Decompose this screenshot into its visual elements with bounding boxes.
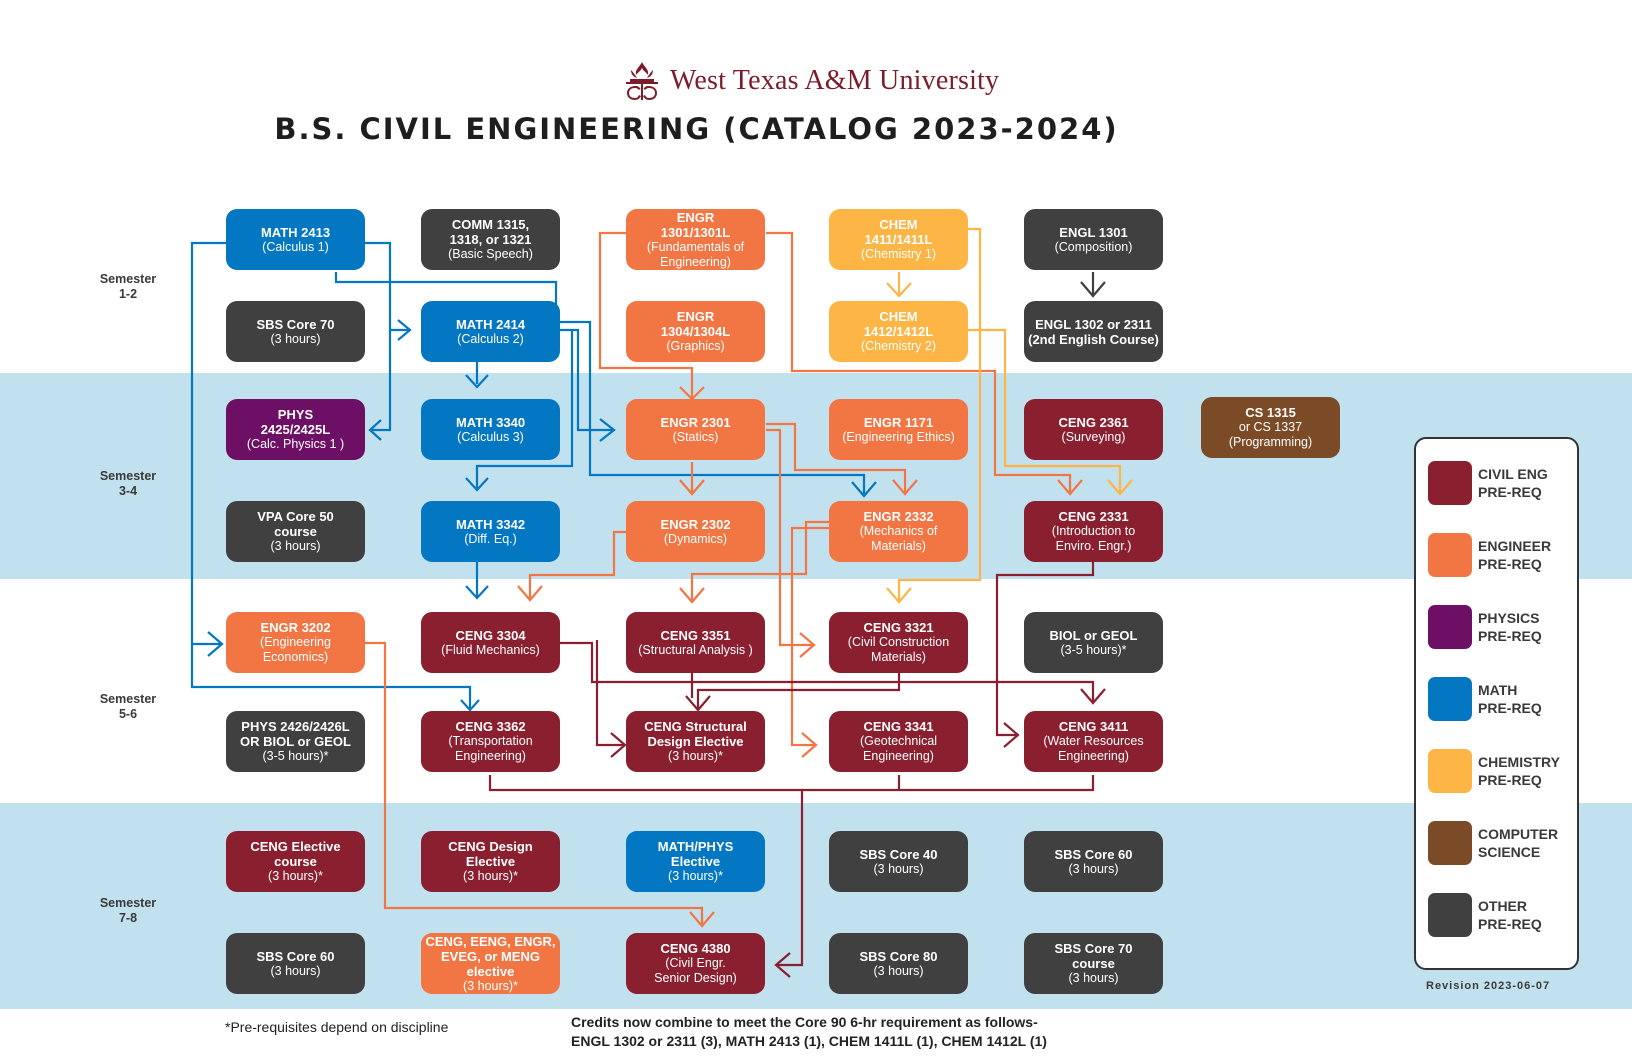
legend-item-other: OTHER PRE-REQ bbox=[1428, 893, 1542, 937]
legend-swatch-engineer bbox=[1428, 533, 1472, 577]
course-ceng-4380[interactable]: CENG 4380 (Civil Engr. Senior Design) bbox=[626, 933, 765, 994]
course-phys-2425[interactable]: PHYS 2425/2425L (Calc. Physics 1 ) bbox=[226, 399, 365, 460]
legend-item-math: MATH PRE-REQ bbox=[1428, 677, 1542, 721]
course-sbs-core-60-upper[interactable]: SBS Core 60 (3 hours) bbox=[1024, 831, 1163, 892]
credits-note bbox=[571, 1013, 1047, 1051]
legend-item-computer-science: COMPUTER SCIENCE bbox=[1428, 821, 1558, 865]
semester-label-5-6: Semester 5-6 bbox=[99, 692, 157, 721]
other-prereq-arrows bbox=[1081, 272, 1105, 296]
course-phys-2426[interactable]: PHYS 2426/2426L OR BIOL or GEOL (3-5 hours)* bbox=[226, 711, 365, 772]
university-name: West Texas A&M University bbox=[670, 65, 1000, 96]
legend-swatch-chemistry bbox=[1428, 749, 1472, 793]
legend-item-physics: PHYSICS PRE-REQ bbox=[1428, 605, 1542, 649]
legend-swatch-civil bbox=[1428, 461, 1472, 505]
course-ceng-3304[interactable]: CENG 3304 (Fluid Mechanics) bbox=[421, 612, 560, 673]
page-title: B.S. CIVIL ENGINEERING (CATALOG 2023-2024) bbox=[274, 112, 1119, 146]
course-engr-1304[interactable]: ENGR 1304/1304L (Graphics) bbox=[626, 301, 765, 362]
course-ceng-3351[interactable]: CENG 3351 (Structural Analysis ) bbox=[626, 612, 765, 673]
course-sbs-core-70-lower[interactable]: SBS Core 70 course (3 hours) bbox=[1024, 933, 1163, 994]
course-engr-2301[interactable]: ENGR 2301 (Statics) bbox=[626, 399, 765, 460]
course-ceng-3341[interactable]: CENG 3341 (Geotechnical Engineering) bbox=[829, 711, 968, 772]
course-math-3340[interactable]: MATH 3340 (Calculus 3) bbox=[421, 399, 560, 460]
course-chem-1412[interactable]: CHEM 1412/1412L (Chemistry 2) bbox=[829, 301, 968, 362]
course-ceng-3321[interactable]: CENG 3321 (Civil Construction Materials) bbox=[829, 612, 968, 673]
legend-item-engineer: ENGINEER PRE-REQ bbox=[1428, 533, 1551, 577]
course-engr-2302[interactable]: ENGR 2302 (Dynamics) bbox=[626, 501, 765, 562]
legend-item-civil: CIVIL ENG PRE-REQ bbox=[1428, 461, 1548, 505]
course-math-2413[interactable]: MATH 2413 (Calculus 1) bbox=[226, 209, 365, 270]
course-engr-1171[interactable]: ENGR 1171 (Engineering Ethics) bbox=[829, 399, 968, 460]
course-comm-1315[interactable]: COMM 1315, 1318, or 1321 (Basic Speech) bbox=[421, 209, 560, 270]
course-sbs-core-40[interactable]: SBS Core 40 (3 hours) bbox=[829, 831, 968, 892]
course-engr-1301[interactable]: ENGR 1301/1301L (Fundamentals of Engineering) bbox=[626, 209, 765, 270]
course-engl-1302[interactable]: ENGL 1302 or 2311 (2nd English Course) bbox=[1024, 301, 1163, 362]
course-vpa-core-50[interactable]: VPA Core 50 course (3 hours) bbox=[226, 501, 365, 562]
legend-swatch-math bbox=[1428, 677, 1472, 721]
legend-item-chemistry: CHEMISTRY PRE-REQ bbox=[1428, 749, 1560, 793]
course-sbs-core-70[interactable]: SBS Core 70 (3 hours) bbox=[226, 301, 365, 362]
course-chem-1411[interactable]: CHEM 1411/1411L (Chemistry 1) bbox=[829, 209, 968, 270]
course-engl-1301[interactable]: ENGL 1301 (Composition) bbox=[1024, 209, 1163, 270]
civil-prereq-arrows bbox=[490, 562, 1105, 977]
course-ceng-design-elective[interactable]: CENG Design Elective (3 hours)* bbox=[421, 831, 560, 892]
semester-label-7-8: Semester 7-8 bbox=[99, 896, 157, 925]
credits-note-line-2: ENGL 1302 or 2311 (3), MATH 2413 (1), CHEM 1411L (1), CHEM 1412L (1) bbox=[571, 1033, 1047, 1049]
legend bbox=[1414, 437, 1579, 970]
course-ceng-3411[interactable]: CENG 3411 (Water Resources Engineering) bbox=[1024, 711, 1163, 772]
course-biol-geol[interactable]: BIOL or GEOL (3-5 hours)* bbox=[1024, 612, 1163, 673]
course-ceng-2331[interactable]: CENG 2331 (Introduction to Enviro. Engr.) bbox=[1024, 501, 1163, 562]
revision-date: Revision 2023-06-07 bbox=[1426, 980, 1551, 992]
semester-label-3-4: Semester 3-4 bbox=[99, 469, 157, 498]
course-sbs-core-80[interactable]: SBS Core 80 (3 hours) bbox=[829, 933, 968, 994]
course-engr-3202[interactable]: ENGR 3202 (Engineering Economics) bbox=[226, 612, 365, 673]
course-ceng-structural-elective[interactable]: CENG Structural Design Elective (3 hours)* bbox=[626, 711, 765, 772]
legend-swatch-other bbox=[1428, 893, 1472, 937]
course-math-2414[interactable]: MATH 2414 (Calculus 2) bbox=[421, 301, 560, 362]
course-ceng-2361[interactable]: CENG 2361 (Surveying) bbox=[1024, 399, 1163, 460]
course-math-3342[interactable]: MATH 3342 (Diff. Eq.) bbox=[421, 501, 560, 562]
course-cs-1315[interactable]: CS 1315 or CS 1337 (Programming) bbox=[1201, 397, 1340, 458]
course-ceng-elective[interactable]: CENG Elective course (3 hours)* bbox=[226, 831, 365, 892]
course-ceng-3362[interactable]: CENG 3362 (Transportation Engineering) bbox=[421, 711, 560, 772]
course-sbs-core-60-lower[interactable]: SBS Core 60 (3 hours) bbox=[226, 933, 365, 994]
course-engr-2332[interactable]: ENGR 2332 (Mechanics of Materials) bbox=[829, 501, 968, 562]
legend-swatch-computer-science bbox=[1428, 821, 1472, 865]
semester-label-1-2: Semester 1-2 bbox=[99, 272, 157, 301]
credits-note-line-1: Credits now combine to meet the Core 90 6-hr requirement as follows- bbox=[571, 1014, 1038, 1030]
legend-swatch-physics bbox=[1428, 605, 1472, 649]
footnote: *Pre-requisites depend on discipline bbox=[225, 1019, 449, 1035]
course-ceng-eeng-engr-elective[interactable]: CENG, EENG, ENGR, EVEG, or MENG elective (3 hours)* bbox=[421, 933, 560, 994]
course-math-phys-elective[interactable]: MATH/PHYS Elective (3 hours)* bbox=[626, 831, 765, 892]
